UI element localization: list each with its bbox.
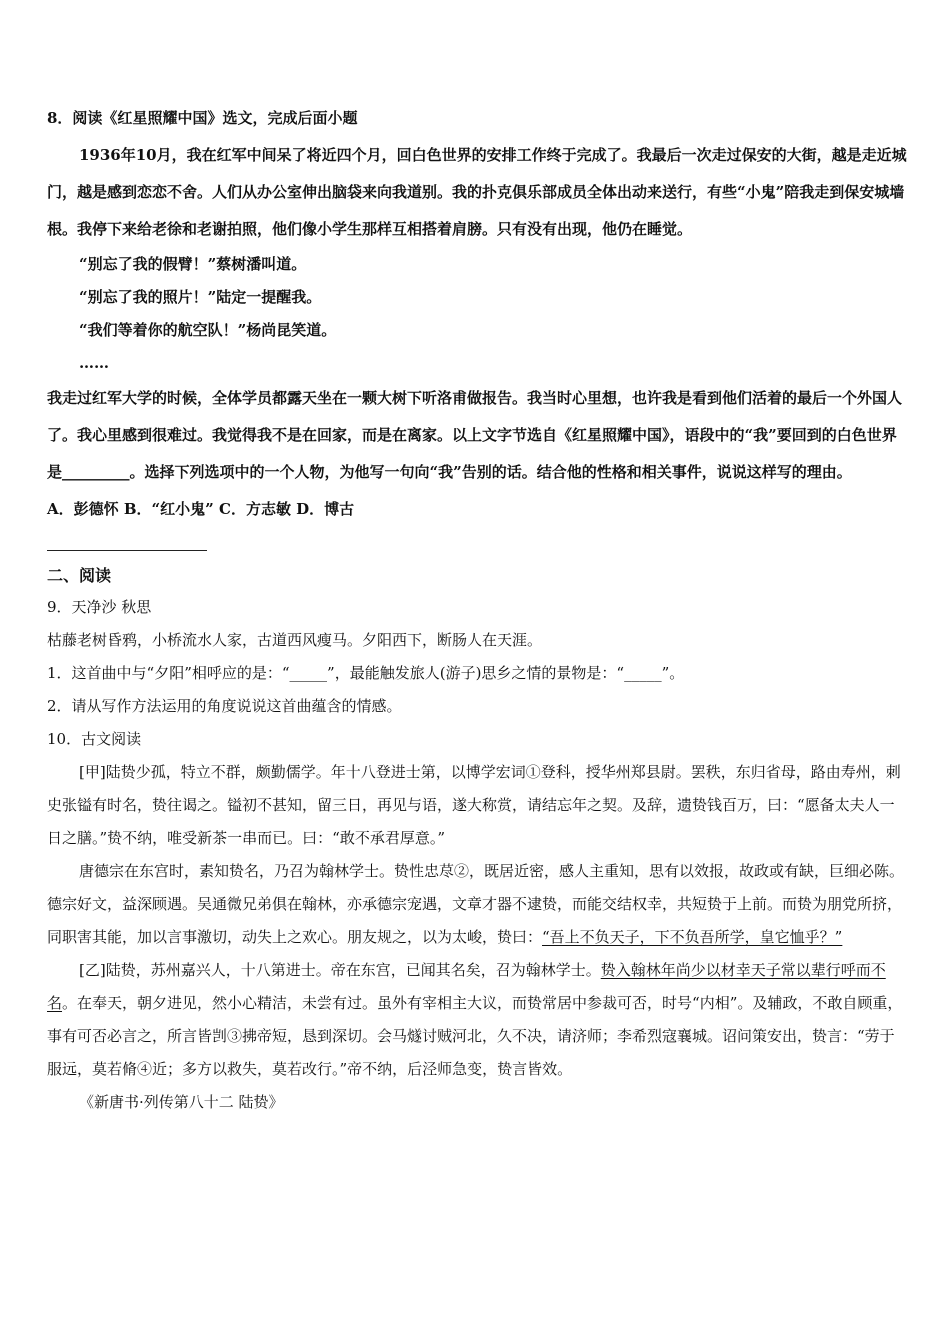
question-10-title: 10．古文阅读 bbox=[47, 730, 142, 748]
question-9 bbox=[47, 591, 907, 723]
underlined-sentence-jia: “吾上不负天子，下不负吾所学，皇它恤乎？” bbox=[542, 928, 843, 946]
question-8 bbox=[47, 100, 907, 528]
paragraph-2-text-b: 。选择下列选项中的一个人物，为他写一句向“我”告别的话。结合他的性格和相关事件，说说这样写的理由。 bbox=[129, 463, 852, 481]
jia-paragraph-2-text: 唐德宗在东宫时，素知贽名，乃召为翰林学士。贽性忠荩②，既居近密，感人主重知，思有以效报，故政或有缺，巨细必陈。德宗好文，益深顾遇。吴通微兄弟俱在翰林，亦承德宗宠遇，文章才器不逮贽，而能交结权幸，共短贽于上前。而贽为朋党所挤，同职害其能，加以言事激切，动失上之欢心。朋友规之，以为太峻，贽曰： bbox=[47, 862, 905, 946]
passage-yi-paragraph bbox=[47, 954, 907, 1086]
passage-paragraph-1: 1936年10月，我在红军中间呆了将近四个月，回白色世界的安排工作终于完成了。我最后一次走过保安的大街，越是走近城门，越是感到恋恋不舍。人们从办公室伸出脑袋来向我道别。我的扑克俱乐部成员全体出动来送行，有些“小鬼”陪我走到保安城墙根。我停下来给老徐和老谢拍照，他们像小学生那样互相搭着肩膀。只有没有出现，他仍在睡觉。 bbox=[47, 146, 907, 238]
passage-jia-paragraph-2 bbox=[47, 855, 907, 954]
question-9-title: 9．天净沙 秋思 bbox=[47, 598, 152, 616]
underlined-sentence-yi: 贽入翰林年尚少以材幸天子常以辈行呼而不名 bbox=[47, 961, 886, 1012]
question-8-options: A．彭德怀 B．“红小鬼” C．方志敏 D．博古 bbox=[47, 500, 355, 518]
passage-quote-1: “别忘了我的假臂！”蔡树潘叫道。 bbox=[79, 255, 307, 273]
question-10 bbox=[47, 723, 907, 1119]
passage-quote-3: “我们等着你的航空队！”杨尚昆笑道。 bbox=[79, 321, 337, 339]
paragraph-2-text-a: 我走过红军大学的时候，全体学员都露天坐在一颗大树下听洛甫做报告。我当时心里想，也许我是看到他们活着的最后一个外国人了。我心里感到很难过。我觉得我不是在回家，而是在离家。以上文字节选自《红星照耀中国》，语段中的“我”要回到的白色世界是 bbox=[47, 389, 903, 481]
passage-source: 《新唐书·列传第八十二 陆贽》 bbox=[79, 1093, 284, 1111]
passage-jia-paragraph-1: [甲]陆贽少孤，特立不群，颇勤儒学。年十八登进士第，以博学宏词①登科，授华州郑县尉。罢秩，东归省母，路由寿州，刺史张镒有时名，贽往谒之。镒初不甚知，留三日，再见与语，遂大称赏，请结忘年之契。及辞，遗贽钱百万，曰：“愿备太夫人一日之膳。”贽不纳，唯受新茶一串而已。曰：“敢不承君厚意。” bbox=[47, 763, 901, 847]
poem-text: 枯藤老树昏鸦，小桥流水人家，古道西风瘦马。夕阳西下，断肠人在天涯。 bbox=[47, 631, 543, 649]
question-9-sub-1: 1．这首曲中与“夕阳”相呼应的是：“_____”，最能触发旅人(游子)思乡之情的景物是：“_____”。 bbox=[47, 664, 685, 682]
answer-blank: _________ bbox=[62, 463, 130, 481]
yi-text-a: [乙]陆贽，苏州嘉兴人，十八第进士。帝在东宫，已闻其名矣，召为翰林学士。 bbox=[79, 961, 601, 979]
question-8-title: 8．阅读《红星照耀中国》选文，完成后面小题 bbox=[47, 109, 358, 127]
section-heading-reading: 二、阅读 bbox=[47, 566, 112, 585]
document-page bbox=[47, 100, 907, 1119]
passage-ellipsis: …… bbox=[79, 354, 109, 372]
question-9-sub-2: 2．请从写作方法运用的角度说说这首曲蕴含的情感。 bbox=[47, 697, 402, 715]
answer-line-divider bbox=[47, 542, 207, 551]
passage-paragraph-2 bbox=[47, 380, 907, 491]
yi-text-b: 。在奉天，朝夕进见，然小心精洁，未尝有过。虽外有宰相主大议，而贽常居中参裁可否，时号“内相”。及辅政，不敢自顾重，事有可否必言之，所言皆剀③拂帝短，恳到深切。会马燧讨贼河北，久不决，请济师；李希烈寇襄城。诏问策安出，贽言：“劳于服远，莫若脩④近；多方以救失，莫若改行。”帝不纳，后泾师急变，贽言皆效。 bbox=[47, 994, 903, 1078]
passage-quote-2: “别忘了我的照片！”陆定一提醒我。 bbox=[79, 288, 322, 306]
